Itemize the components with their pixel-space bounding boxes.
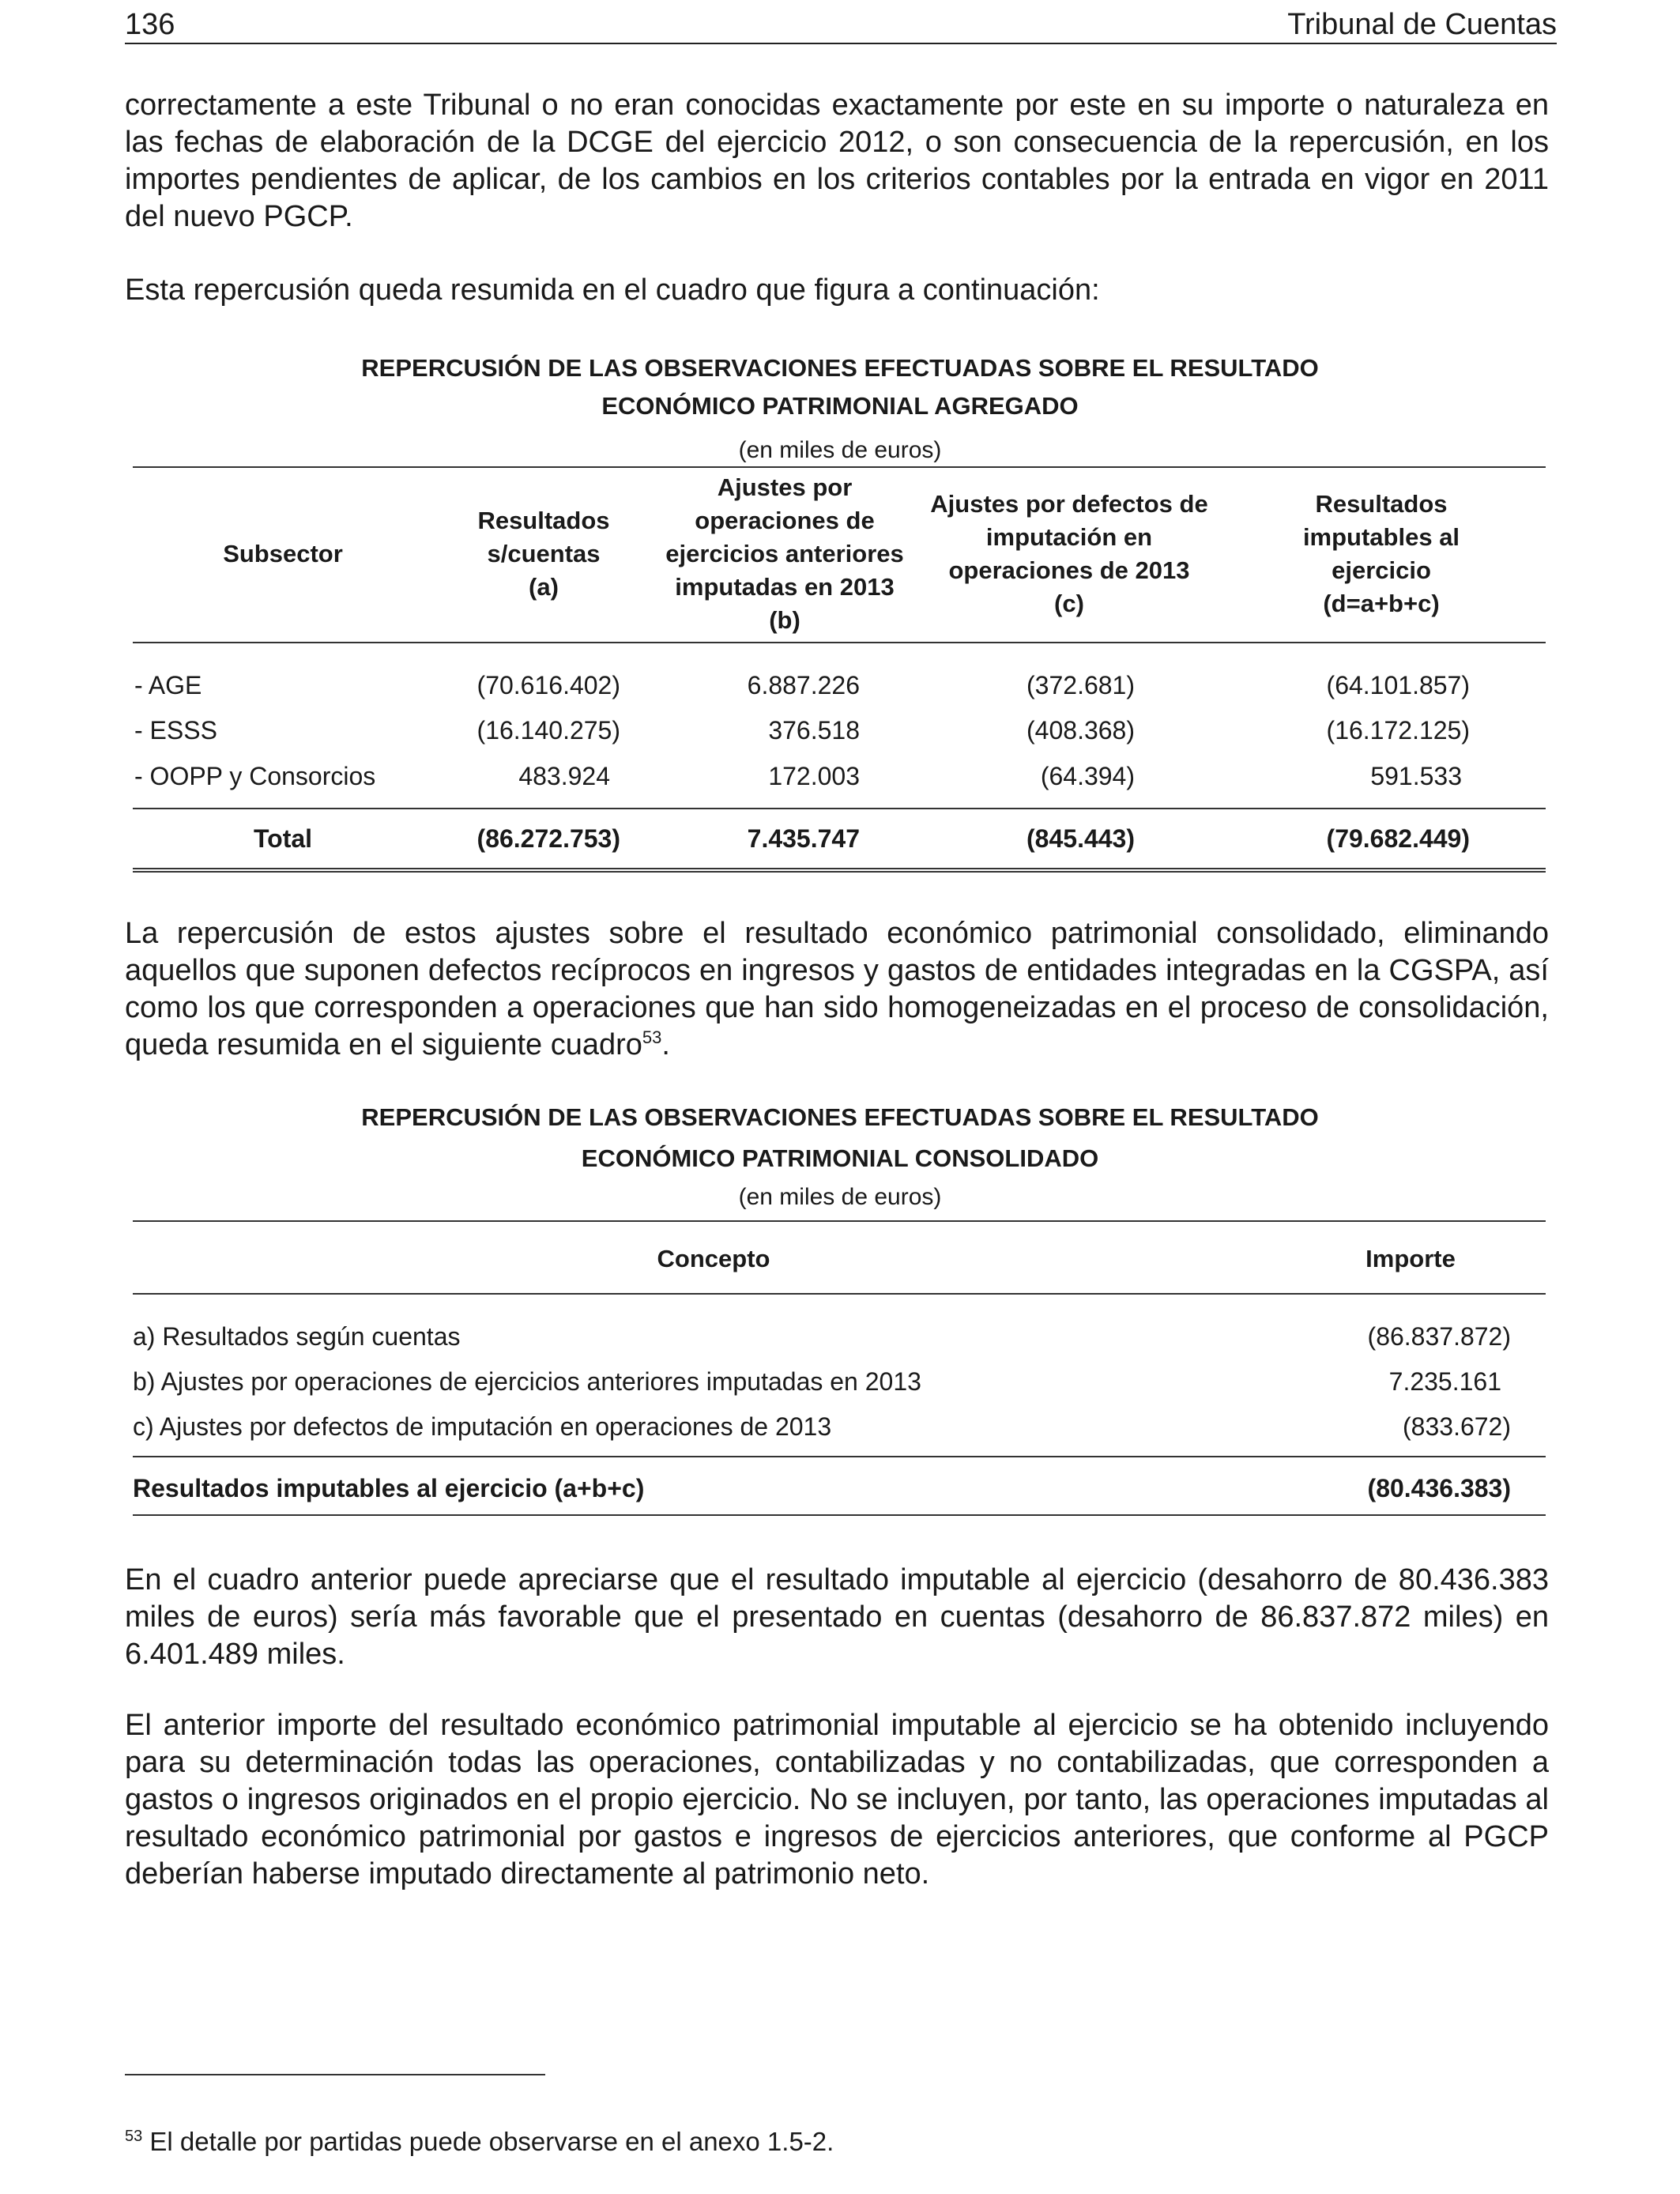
footnote-number: 53 bbox=[125, 2128, 143, 2145]
header-col-d-3: ejercicio bbox=[1332, 556, 1431, 584]
header-col-b-2: operaciones de bbox=[695, 507, 875, 534]
header-col-d-1: Resultados bbox=[1315, 490, 1448, 518]
row-label: a) Resultados según cuentas bbox=[133, 1322, 461, 1351]
header-col-c-4: (c) bbox=[1054, 590, 1084, 617]
footnote-ref-53[interactable]: 53 bbox=[642, 1027, 662, 1047]
table2-title-line2: ECONÓMICO PATRIMONIAL CONSOLIDADO bbox=[581, 1144, 1099, 1172]
header-importe: Importe bbox=[1365, 1245, 1456, 1272]
table2-header-rule bbox=[133, 1293, 1546, 1295]
table1-bottom-double-rule bbox=[133, 868, 1546, 873]
table2-total-rule bbox=[133, 1456, 1546, 1457]
table2-top-rule bbox=[133, 1220, 1546, 1222]
header-col-c-1: Ajustes por defectos de bbox=[930, 490, 1208, 518]
total-label: Total bbox=[253, 824, 313, 853]
row-label: c) Ajustes por defectos de imputación en operaciones de 2013 bbox=[133, 1412, 832, 1441]
header-concepto: Concepto bbox=[657, 1245, 770, 1272]
row-label: - ESSS bbox=[134, 716, 217, 745]
table1-title-line1: REPERCUSIÓN DE LAS OBSERVACIONES EFECTUADAS SOBRE EL RESULTADO bbox=[361, 354, 1319, 382]
paragraph-4: En el cuadro anterior puede apreciarse que el resultado imputable al ejercicio (desahorro de 80.436.383 miles de euros) sería más favorable que el presentado en cuentas (desahorro de 86.837.872 miles) en 6.401.489 miles. bbox=[125, 1563, 1549, 1671]
page-number: 136 bbox=[125, 8, 175, 41]
paragraph-1: correctamente a este Tribunal o no eran conocidas exactamente por este en su importe o naturaleza en las fechas de elaboración de la DCGE del ejercicio 2012, o son consecuencia de la repercusión, en los importes pendientes de aplicar, de los cambios en los criterios contables por la entrada en vigor en 2011 del nuevo PGCP. bbox=[125, 89, 1549, 233]
total-value-b: 7.435.747 bbox=[747, 824, 860, 853]
table1-unit: (en miles de euros) bbox=[738, 437, 942, 463]
row-value: 7.235.161 bbox=[1388, 1367, 1501, 1396]
table1-total-rule bbox=[133, 808, 1546, 809]
row-value-c: (372.681) bbox=[1026, 671, 1135, 699]
running-title: Tribunal de Cuentas bbox=[1287, 8, 1557, 41]
table1-top-rule bbox=[133, 466, 1546, 468]
row-label: - OOPP y Consorcios bbox=[134, 762, 376, 790]
row-value-d: 591.533 bbox=[1370, 762, 1462, 790]
header-col-c-2: imputación en bbox=[985, 523, 1153, 551]
total-value-d: (79.682.449) bbox=[1326, 824, 1470, 853]
table1-header-rule bbox=[133, 642, 1546, 643]
header-col-a-1: Resultados bbox=[477, 507, 610, 534]
header-col-b-3: ejercicios anteriores bbox=[665, 540, 904, 567]
footnote-text: El detalle por partidas puede observarse en el anexo 1.5-2. bbox=[149, 2127, 834, 2156]
paragraph-2: Esta repercusión queda resumida en el cuadro que figura a continuación: bbox=[125, 273, 1100, 307]
header-col-a-3: (a) bbox=[529, 573, 559, 601]
row-label: - AGE bbox=[134, 671, 202, 699]
paragraph-3 bbox=[125, 915, 1549, 1064]
row-value-d: (16.172.125) bbox=[1326, 716, 1470, 745]
table2-title-line1: REPERCUSIÓN DE LAS OBSERVACIONES EFECTUADAS SOBRE EL RESULTADO bbox=[361, 1103, 1319, 1131]
total-label: Resultados imputables al ejercicio (a+b+c) bbox=[133, 1474, 645, 1502]
header-col-b-5: (b) bbox=[769, 606, 800, 634]
table1-title-line2: ECONÓMICO PATRIMONIAL AGREGADO bbox=[601, 392, 1079, 420]
footnote bbox=[125, 2126, 834, 2158]
total-value-a: (86.272.753) bbox=[477, 824, 620, 853]
row-value-b: 376.518 bbox=[768, 716, 860, 745]
table2-unit: (en miles de euros) bbox=[738, 1184, 942, 1210]
header-subsector: Subsector bbox=[223, 540, 343, 567]
row-value-b: 172.003 bbox=[768, 762, 860, 790]
header-col-b-4: imputadas en 2013 bbox=[675, 573, 895, 601]
paragraph-5: El anterior importe del resultado económico patrimonial imputable al ejercicio se ha obtenido incluyendo para su determinación todas las operaciones, contabilizadas y no contabilizadas, que corresponden a gastos o ingresos originados en el propio ejercicio. No se incluyen, por tanto, las operaciones imputadas al resultado económico patrimonial por gastos e ingresos de ejercicios anteriores, que conforme al PGCP deberían haberse imputado directamente al patrimonio neto. bbox=[125, 1709, 1549, 1891]
paragraph-3-end: . bbox=[661, 1028, 670, 1061]
header-col-d-2: imputables al bbox=[1302, 523, 1460, 551]
row-value-c: (64.394) bbox=[1040, 762, 1135, 790]
total-value-c: (845.443) bbox=[1026, 824, 1135, 853]
header-col-a-2: s/cuentas bbox=[487, 540, 601, 567]
row-value-a: (70.616.402) bbox=[477, 671, 620, 699]
header-col-c-3: operaciones de 2013 bbox=[948, 556, 1190, 584]
row-label: b) Ajustes por operaciones de ejercicios anteriores imputadas en 2013 bbox=[133, 1367, 921, 1396]
page-header bbox=[125, 6, 1557, 44]
row-value: (86.837.872) bbox=[1367, 1322, 1511, 1351]
header-col-d-4: (d=a+b+c) bbox=[1323, 590, 1440, 617]
paragraph-3-text: La repercusión de estos ajustes sobre el resultado económico patrimonial consolidado, eliminando aquellos que suponen defectos recíprocos en ingresos y gastos de entidades integradas en la CGSPA, así como los que corresponden a operaciones que han sido homogeneizadas en el proceso de consolidación, queda resumida en el siguiente cuadro bbox=[125, 917, 1549, 1061]
row-value-a: 483.924 bbox=[518, 762, 610, 790]
total-value: (80.436.383) bbox=[1367, 1474, 1511, 1502]
row-value: (833.672) bbox=[1403, 1412, 1511, 1441]
footnote-separator bbox=[125, 2074, 545, 2075]
table2-bottom-rule bbox=[133, 1514, 1546, 1516]
header-col-b-1: Ajustes por bbox=[717, 473, 853, 501]
row-value-d: (64.101.857) bbox=[1326, 671, 1470, 699]
row-value-a: (16.140.275) bbox=[477, 716, 620, 745]
row-value-b: 6.887.226 bbox=[747, 671, 860, 699]
row-value-c: (408.368) bbox=[1026, 716, 1135, 745]
